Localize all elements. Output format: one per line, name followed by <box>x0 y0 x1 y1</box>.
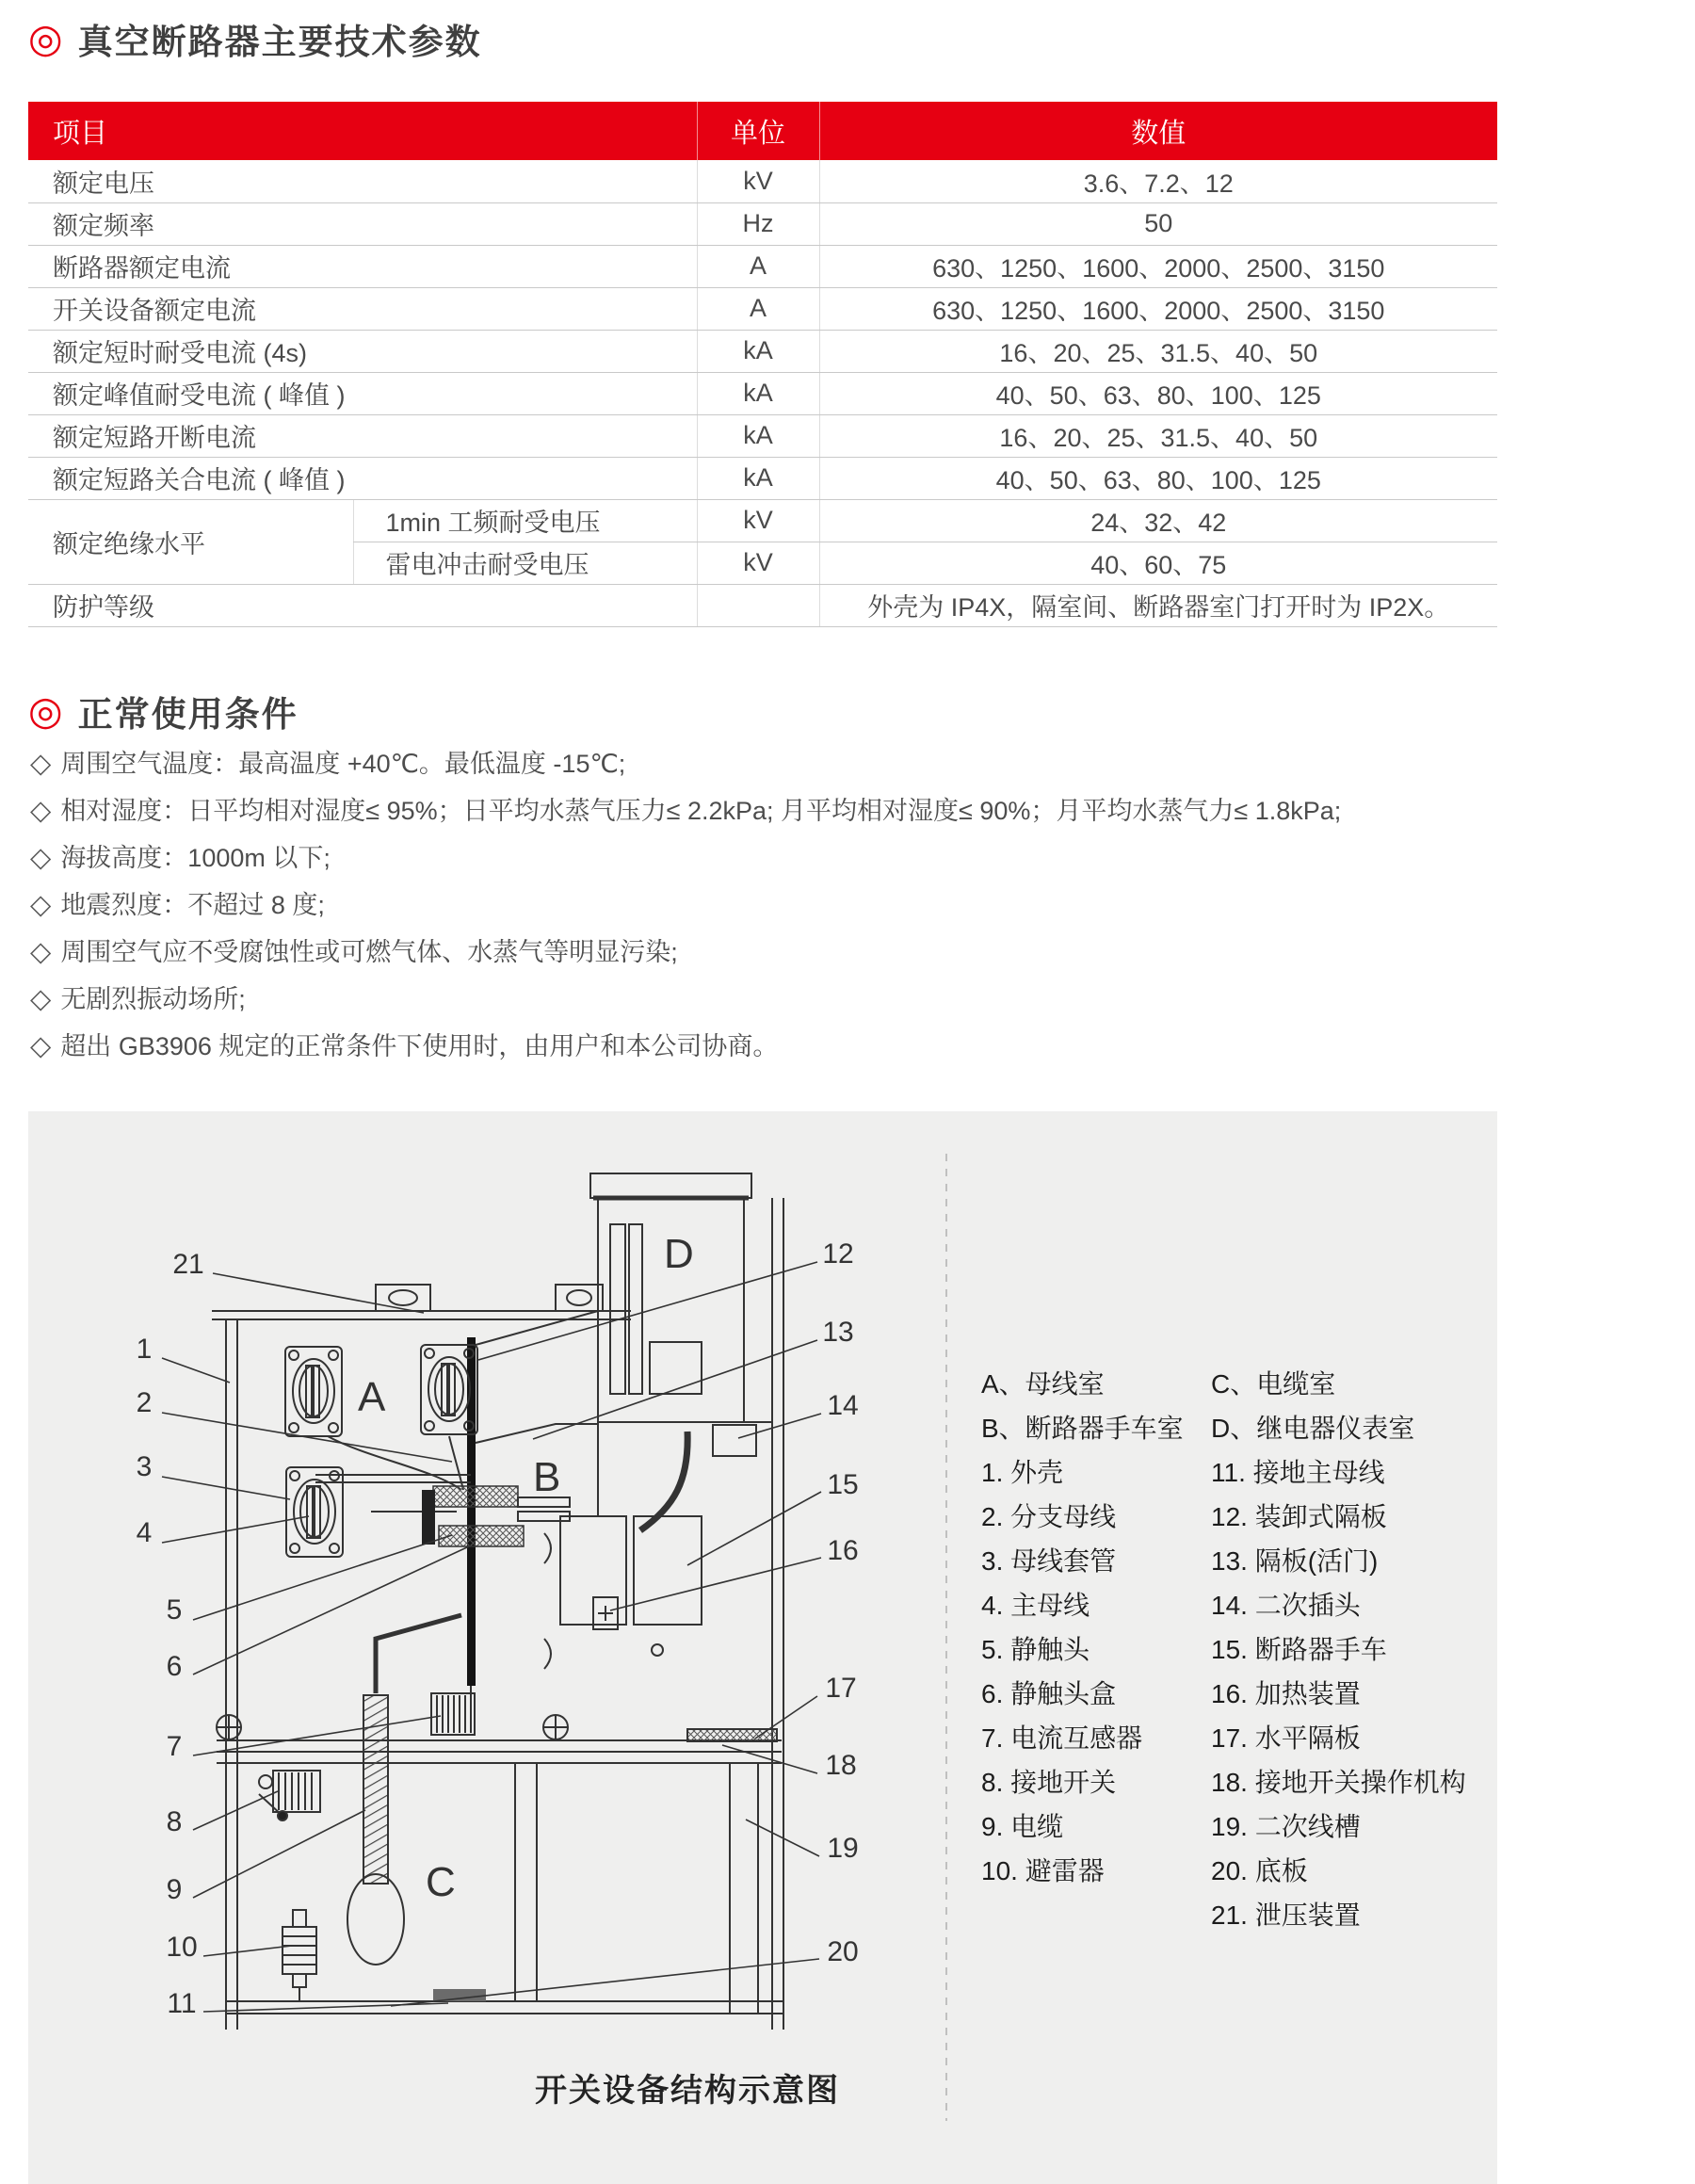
legend-item: 21. 泄压装置 <box>1211 1901 1361 1930</box>
compartment-b-label: B <box>533 1454 561 1500</box>
callout-number: 7 <box>166 1731 183 1762</box>
earthing-main-busbar <box>433 1989 486 2001</box>
callout-number: 5 <box>166 1594 183 1626</box>
callout-number: 14 <box>827 1390 859 1421</box>
compartment-letters <box>358 1231 694 1905</box>
spec-value: 40、50、63、80、100、125 <box>819 372 1497 414</box>
breaker-trolley <box>544 1516 702 1669</box>
legend-item: 16. 加热装置 <box>1211 1679 1361 1708</box>
callout-number: 18 <box>825 1750 857 1781</box>
cable <box>347 1615 461 1965</box>
legend-item: 12. 装卸式隔板 <box>1211 1502 1387 1531</box>
section-title-conditions: 正常使用条件 <box>77 695 299 734</box>
legend-item: 4. 主母线 <box>981 1591 1090 1620</box>
secondary-plug <box>640 1425 756 1530</box>
diamond-icon: ◇ <box>30 796 52 826</box>
spec-unit: kA <box>697 372 819 414</box>
callout-number: 16 <box>827 1535 859 1566</box>
condition-text: 周围空气应不受腐蚀性或可燃气体、水蒸气等明显污染; <box>60 938 678 966</box>
condition-text: 周围空气温度：最高温度 +40℃。最低温度 -15℃; <box>60 750 626 778</box>
bushing <box>285 1347 342 1436</box>
callout-number: 4 <box>136 1517 153 1548</box>
legend-item: 19. 二次线槽 <box>1211 1812 1361 1841</box>
callout-number: 8 <box>166 1806 183 1837</box>
spec-item: 额定短时耐受电流 (4s) <box>28 330 697 372</box>
cabinet-outline <box>212 1173 783 2030</box>
callout-number: 19 <box>827 1833 859 1864</box>
legend-item: 7. 电流互感器 <box>981 1723 1143 1753</box>
spec-unit: kA <box>697 414 819 457</box>
col-header-item: 项目 <box>53 118 108 149</box>
diamond-icon: ◇ <box>30 843 52 873</box>
callout-number: 21 <box>172 1249 204 1280</box>
compartment-d-label: D <box>664 1231 694 1277</box>
spec-row <box>28 287 1497 330</box>
spec-row <box>28 160 1497 202</box>
section-params-heading <box>28 13 482 64</box>
callout-number: 1 <box>136 1334 153 1365</box>
spec-unit: kA <box>697 457 819 499</box>
spec-value: 3.6、7.2、12 <box>819 160 1497 202</box>
legend-item: C、电缆室 <box>1211 1369 1336 1399</box>
spec-unit: Hz <box>697 202 819 245</box>
double-circle-icon: ◎ <box>28 16 63 60</box>
spec-row <box>28 584 1497 626</box>
legend-item: 13. 隔板(活门) <box>1211 1546 1379 1576</box>
conditions-list <box>30 740 1341 1070</box>
legend-item: 14. 二次插头 <box>1211 1591 1361 1620</box>
legend-item: 3. 母线套管 <box>981 1546 1117 1576</box>
spec-row <box>28 245 1497 287</box>
spec-value: 24、32、42 <box>819 499 1497 542</box>
callout-number: 11 <box>167 1988 197 2019</box>
condition-text: 海拔高度：1000m 以下; <box>60 844 331 872</box>
condition-text: 超出 GB3906 规定的正常条件下使用时，由用户和本公司协商。 <box>60 1032 779 1060</box>
legend-item: 18. 接地开关操作机构 <box>1211 1768 1466 1797</box>
spec-unit: kV <box>697 160 819 202</box>
legend-item: 15. 断路器手车 <box>1211 1635 1387 1664</box>
callout-number: 12 <box>822 1238 854 1270</box>
callout-number: 2 <box>136 1387 153 1418</box>
condition-text: 无剧烈振动场所; <box>60 985 246 1013</box>
legend-item: D、继电器仪表室 <box>1211 1414 1415 1443</box>
callout-leaders <box>162 1262 821 2012</box>
callout-number: 9 <box>166 1874 183 1905</box>
spec-subitem: 1min 工频耐受电压 <box>353 499 697 542</box>
condition-item <box>30 787 1341 834</box>
spec-item: 额定短路关合电流 ( 峰值 ) <box>28 457 697 499</box>
spec-item: 防护等级 <box>28 584 697 626</box>
condition-item <box>30 976 1341 1023</box>
legend-column-1 <box>981 1362 1184 1893</box>
legend-item: 1. 外壳 <box>981 1458 1064 1487</box>
spec-row <box>28 457 1497 499</box>
callout-number: 15 <box>827 1469 859 1500</box>
diamond-icon: ◇ <box>30 984 52 1014</box>
spec-table <box>28 102 1497 627</box>
bushing <box>286 1467 343 1557</box>
spec-subitem: 雷电冲击耐受电压 <box>353 542 697 584</box>
spec-value: 40、50、63、80、100、125 <box>819 457 1497 499</box>
legend-item: 5. 静触头 <box>981 1635 1090 1664</box>
spec-value: 外壳为 IP4X，隔室间、断路器室门打开时为 IP2X。 <box>819 584 1497 626</box>
bushing <box>421 1345 477 1434</box>
spec-row <box>28 499 1497 542</box>
spec-unit: kV <box>697 499 819 542</box>
spec-item: 额定短路开断电流 <box>28 414 697 457</box>
spec-value: 630、1250、1600、2000、2500、3150 <box>819 287 1497 330</box>
spec-item: 开关设备额定电流 <box>28 287 697 330</box>
diamond-icon: ◇ <box>30 749 52 779</box>
legend-item: 17. 水平隔板 <box>1211 1723 1361 1753</box>
condition-item <box>30 929 1341 976</box>
condition-item <box>30 882 1341 929</box>
double-circle-icon: ◎ <box>28 688 63 733</box>
condition-item <box>30 740 1341 787</box>
page-title: 真空断路器主要技术参数 <box>77 23 482 61</box>
condition-item <box>30 1023 1341 1070</box>
callout-number: 10 <box>166 1932 198 1963</box>
spec-unit: A <box>697 287 819 330</box>
removable-partition <box>467 1337 476 1686</box>
diagram-caption: 开关设备结构示意图 <box>535 2073 840 2109</box>
diamond-icon: ◇ <box>30 1031 52 1061</box>
spec-unit: A <box>697 245 819 287</box>
diamond-icon: ◇ <box>30 937 52 967</box>
spec-item: 额定峰值耐受电流 ( 峰值 ) <box>28 372 697 414</box>
spec-row <box>28 372 1497 414</box>
spec-unit: kA <box>697 330 819 372</box>
compartment-a-label: A <box>358 1374 386 1420</box>
condition-text: 地震烈度：不超过 8 度; <box>60 891 325 919</box>
spec-unit <box>697 584 819 626</box>
col-header-value: 数值 <box>1131 118 1186 149</box>
callout-number: 13 <box>822 1317 854 1348</box>
condition-item <box>30 834 1341 882</box>
spec-item: 额定电压 <box>28 160 697 202</box>
arrester <box>282 1910 316 2001</box>
legend-item: 20. 底板 <box>1211 1856 1308 1885</box>
spec-table-body <box>28 160 1497 626</box>
spec-unit: kV <box>697 542 819 584</box>
legend-item: 8. 接地开关 <box>981 1768 1117 1797</box>
legend-item: B、断路器手车室 <box>981 1414 1184 1443</box>
col-header-unit: 单位 <box>697 102 819 160</box>
spec-value: 40、60、75 <box>819 542 1497 584</box>
section-conditions-heading <box>28 686 299 736</box>
callout-number: 20 <box>827 1936 859 1967</box>
diagram-panel <box>28 1111 1497 2184</box>
spec-item: 断路器额定电流 <box>28 245 697 287</box>
spec-item: 额定频率 <box>28 202 697 245</box>
legend-item: 10. 避雷器 <box>981 1856 1105 1885</box>
diamond-icon: ◇ <box>30 890 52 920</box>
spec-value: 16、20、25、31.5、40、50 <box>819 330 1497 372</box>
legend-item: A、母线室 <box>981 1369 1105 1399</box>
trolley-rollers <box>217 1715 777 1741</box>
spec-value: 50 <box>819 202 1497 245</box>
callout-number: 3 <box>136 1451 153 1482</box>
legend-item: 2. 分支母线 <box>981 1502 1117 1531</box>
spec-row <box>28 414 1497 457</box>
legend-item: 9. 电缆 <box>981 1812 1064 1841</box>
current-transformer <box>431 1693 475 1735</box>
spec-row <box>28 330 1497 372</box>
compartment-c-label: C <box>426 1859 456 1905</box>
spec-value: 16、20、25、31.5、40、50 <box>819 414 1497 457</box>
spec-value: 630、1250、1600、2000、2500、3150 <box>819 245 1497 287</box>
condition-text: 相对湿度：日平均相对湿度≤ 95%；日平均水蒸气压力≤ 2.2kPa; 月平均相对湿度≤ 90%；月平均水蒸气力≤ 1.8kPa; <box>60 797 1342 825</box>
legend-item: 11. 接地主母线 <box>1211 1458 1385 1487</box>
spec-item: 额定绝缘水平 <box>28 499 353 584</box>
callout-number: 6 <box>166 1651 183 1682</box>
legend-item: 6. 静触头盒 <box>981 1679 1117 1708</box>
legend-column-2 <box>1211 1362 1466 1937</box>
spec-row <box>28 202 1497 245</box>
spec-table-header <box>28 102 1497 160</box>
callout-number: 17 <box>825 1673 857 1704</box>
